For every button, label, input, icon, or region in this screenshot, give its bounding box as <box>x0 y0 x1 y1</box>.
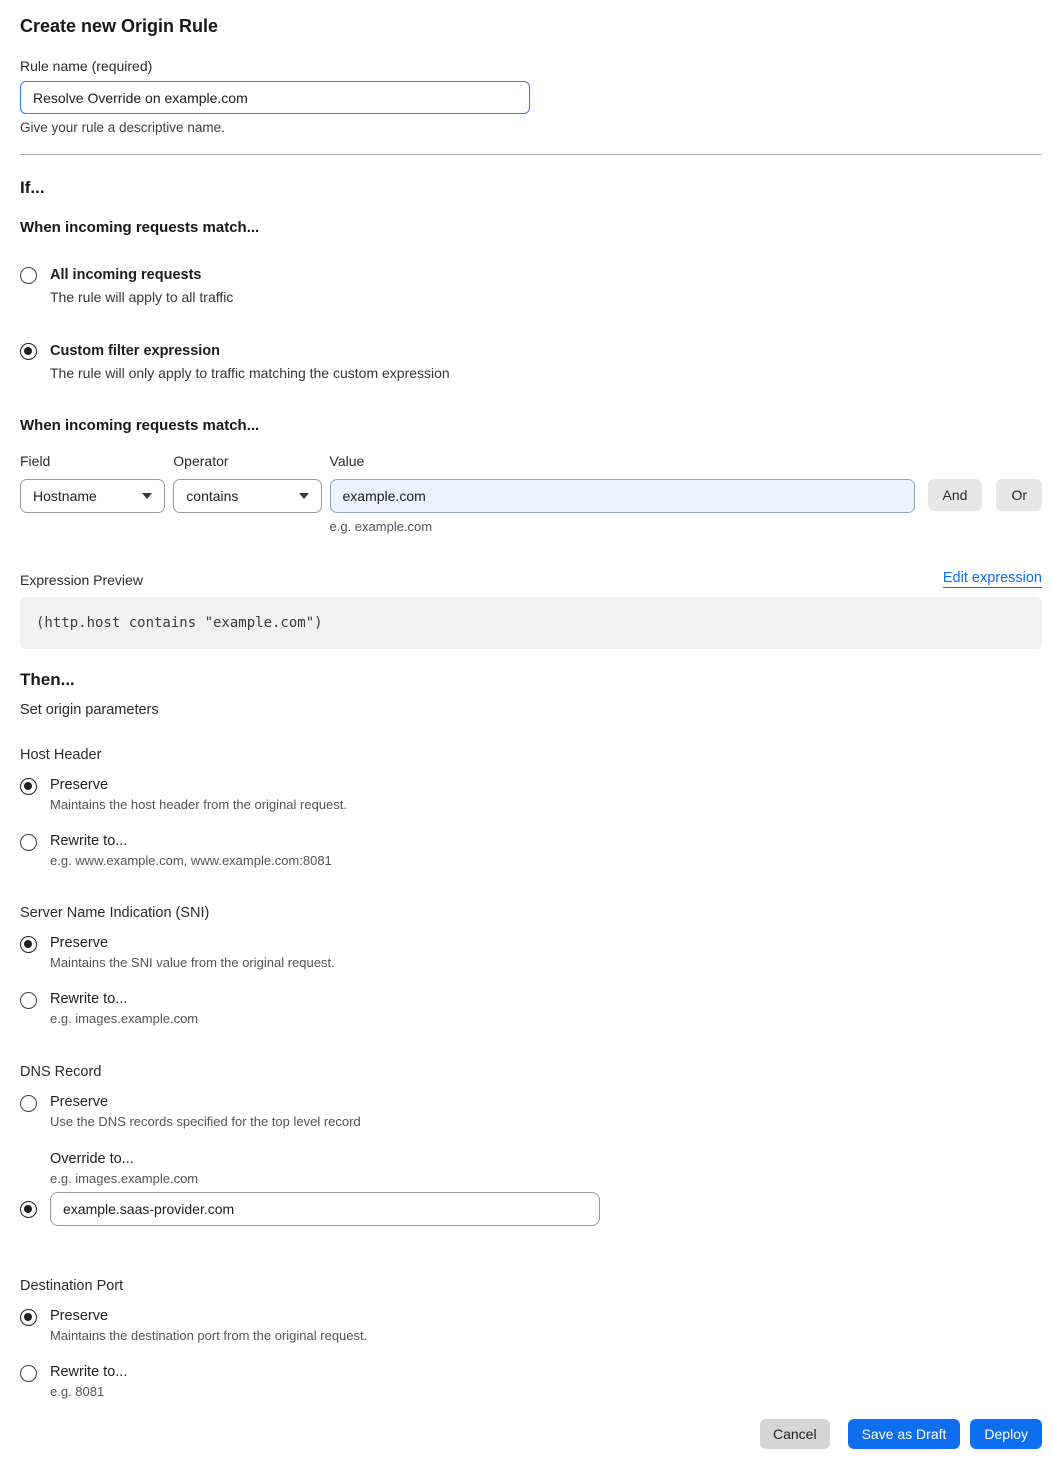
form-actions <box>20 1419 1042 1449</box>
option-description: e.g. images.example.com <box>50 1011 199 1026</box>
field-select[interactable] <box>20 479 165 513</box>
expression-code: (http.host contains "example.com") <box>36 615 323 631</box>
chevron-down-icon <box>299 493 309 499</box>
operator-select[interactable] <box>173 479 321 513</box>
value-helper: e.g. example.com <box>329 519 433 534</box>
radio-option-dns-override[interactable] <box>20 1192 1042 1226</box>
rule-name-label: Rule name (required) <box>20 58 153 74</box>
radio-icon[interactable] <box>20 1095 37 1112</box>
option-description: Maintains the host header from the original request. <box>50 797 348 812</box>
value-label: Value <box>329 453 365 469</box>
radio-icon[interactable] <box>20 992 37 1009</box>
rule-name-input[interactable] <box>20 81 530 114</box>
if-heading: If... <box>20 178 45 197</box>
chevron-down-icon <box>142 493 152 499</box>
host-header-label: Host Header <box>20 747 102 763</box>
dns-override-helper: e.g. images.example.com <box>50 1171 199 1186</box>
radio-checked-icon[interactable] <box>20 343 37 360</box>
option-label: Rewrite to... <box>50 991 128 1007</box>
edit-expression-link[interactable]: Edit expression <box>942 570 1042 586</box>
expression-preview-box <box>20 597 1042 649</box>
rule-name-helper: Give your rule a descriptive name. <box>20 120 225 135</box>
then-heading: Then... <box>20 670 75 689</box>
radio-option-dns-preserve[interactable] <box>20 1094 1042 1130</box>
operator-select-value: contains <box>186 488 239 504</box>
deploy-button[interactable]: Deploy <box>970 1419 1042 1449</box>
or-button[interactable]: Or <box>996 479 1042 511</box>
radio-checked-icon[interactable] <box>20 1201 37 1218</box>
option-label: Rewrite to... <box>50 1364 128 1380</box>
radio-icon[interactable] <box>20 1365 37 1382</box>
and-button[interactable]: And <box>928 479 983 511</box>
option-label: Custom filter expression <box>50 343 221 359</box>
radio-icon[interactable] <box>20 267 37 284</box>
option-label: All incoming requests <box>50 267 202 283</box>
dns-override-label: Override to... <box>50 1151 134 1167</box>
option-description: The rule will apply to all traffic <box>50 289 234 305</box>
radio-option-sni-preserve[interactable] <box>20 935 1042 971</box>
destination-port-label: Destination Port <box>20 1278 124 1294</box>
cancel-button[interactable]: Cancel <box>760 1419 830 1449</box>
incoming-match-heading: When incoming requests match... <box>20 219 260 236</box>
section-divider <box>20 154 1042 155</box>
option-label: Preserve <box>50 1094 109 1110</box>
set-origin-parameters-label: Set origin parameters <box>20 702 159 718</box>
field-select-value: Hostname <box>33 488 97 504</box>
option-description: e.g. www.example.com, www.example.com:8081 <box>50 853 332 868</box>
option-description: e.g. 8081 <box>50 1384 105 1399</box>
radio-option-port-preserve[interactable] <box>20 1308 1042 1344</box>
radio-option-sni-rewrite[interactable] <box>20 991 1042 1027</box>
option-label: Rewrite to... <box>50 833 128 849</box>
radio-option-host-header-preserve[interactable] <box>20 777 1042 813</box>
option-description: The rule will only apply to traffic matching the custom expression <box>50 365 450 381</box>
option-label: Preserve <box>50 935 109 951</box>
filter-heading: When incoming requests match... <box>20 417 260 434</box>
option-label: Preserve <box>50 1308 109 1324</box>
option-description: Maintains the SNI value from the original request. <box>50 955 335 970</box>
sni-label: Server Name Indication (SNI) <box>20 905 210 921</box>
operator-label: Operator <box>173 453 229 469</box>
expression-preview-label: Expression Preview <box>20 572 143 588</box>
option-label: Preserve <box>50 777 109 793</box>
radio-option-port-rewrite[interactable] <box>20 1364 1042 1400</box>
save-as-draft-button[interactable]: Save as Draft <box>848 1419 961 1449</box>
radio-option-all-incoming-requests[interactable] <box>20 267 1042 306</box>
radio-option-custom-filter-expression[interactable] <box>20 343 1042 382</box>
filter-builder-row <box>20 453 1042 535</box>
field-label: Field <box>20 453 51 469</box>
option-description: Use the DNS records specified for the top level record <box>50 1114 361 1129</box>
radio-option-host-header-rewrite[interactable] <box>20 833 1042 869</box>
radio-icon[interactable] <box>20 834 37 851</box>
radio-checked-icon[interactable] <box>20 936 37 953</box>
value-input[interactable] <box>330 479 915 513</box>
radio-checked-icon[interactable] <box>20 1309 37 1326</box>
radio-checked-icon[interactable] <box>20 778 37 795</box>
option-description: Maintains the destination port from the original request. <box>50 1328 368 1343</box>
dns-override-input[interactable] <box>50 1192 600 1226</box>
dns-record-label: DNS Record <box>20 1064 102 1080</box>
page-title: Create new Origin Rule <box>20 16 219 36</box>
